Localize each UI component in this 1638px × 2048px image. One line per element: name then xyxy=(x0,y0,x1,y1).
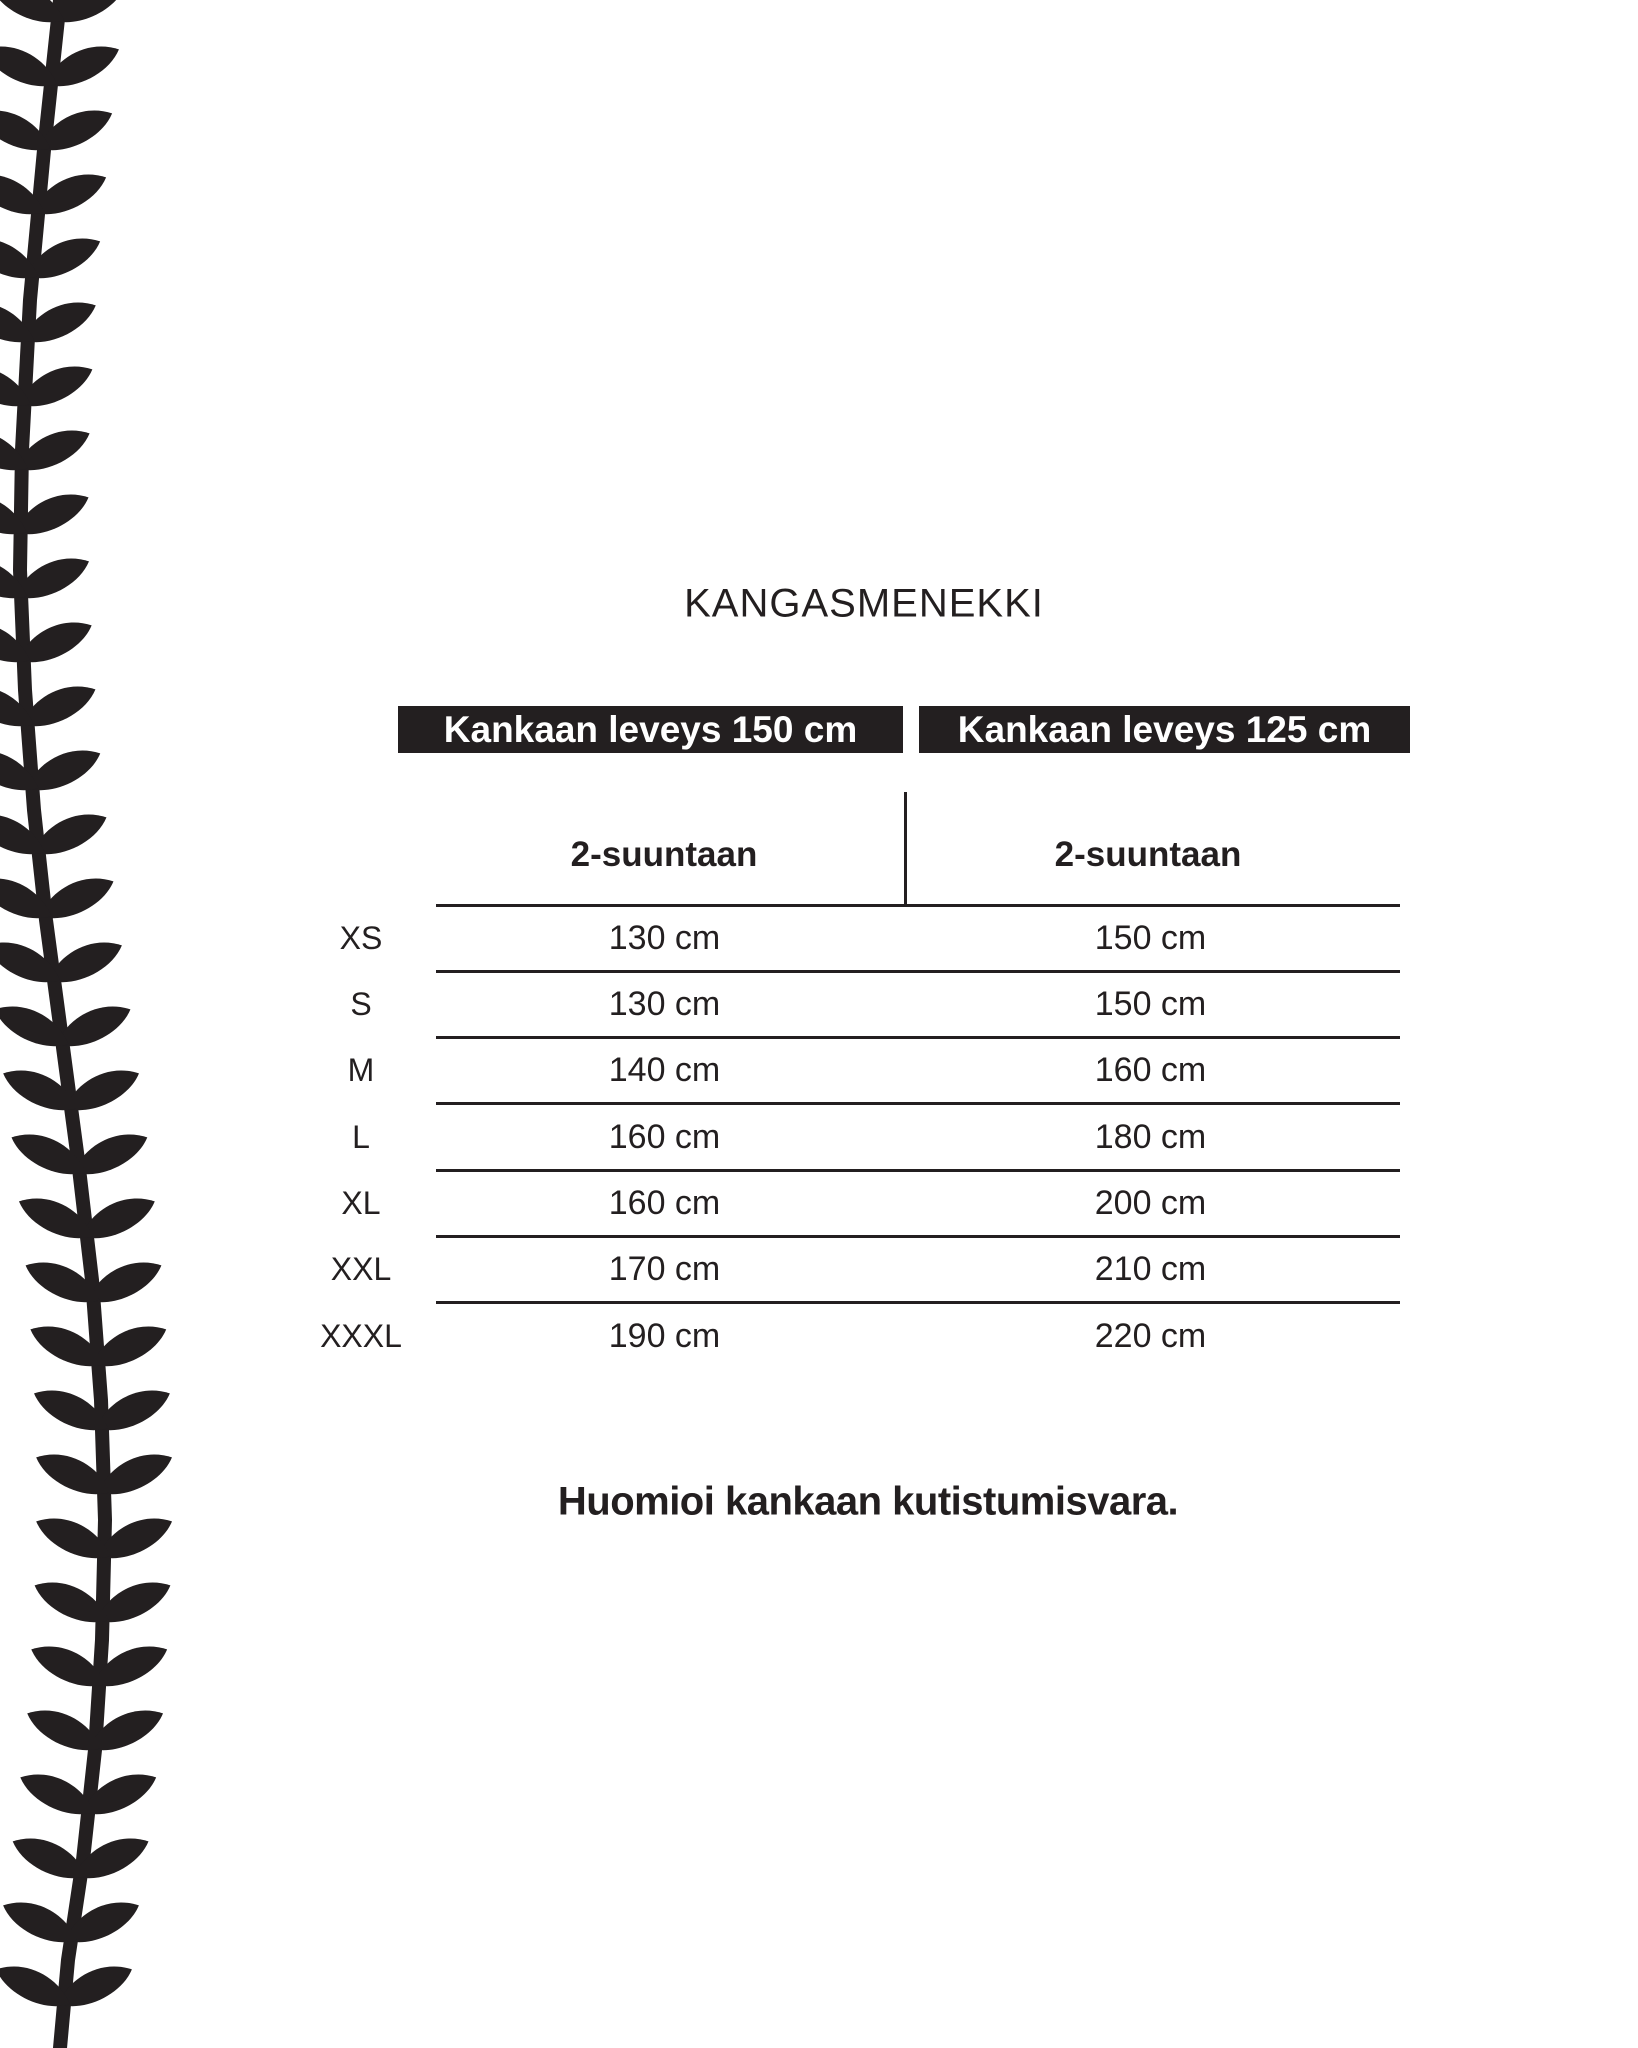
size-cell: S xyxy=(350,985,372,1022)
value-cell-150: 190 cm xyxy=(608,1316,721,1355)
table-row xyxy=(300,1104,1410,1170)
subheader-direction-125: 2-suuntaan xyxy=(1054,835,1242,874)
subheader-direction-150: 2-suuntaan xyxy=(570,835,758,874)
page-title: KANGASMENEKKI xyxy=(684,581,1044,626)
value-cell-125: 210 cm xyxy=(1094,1249,1207,1288)
value-cell-125: 150 cm xyxy=(1094,918,1207,957)
table-row xyxy=(300,1170,1410,1236)
value-cell-125: 160 cm xyxy=(1094,1050,1207,1089)
table-row xyxy=(300,1236,1410,1302)
column-divider-line xyxy=(904,792,907,907)
size-cell: XXL xyxy=(330,1250,392,1287)
leaf-vine-icon xyxy=(0,0,230,2048)
value-cell-125: 180 cm xyxy=(1094,1117,1207,1156)
size-cell: M xyxy=(347,1051,375,1088)
value-cell-150: 140 cm xyxy=(608,1050,721,1089)
size-cell: XL xyxy=(341,1184,381,1221)
value-cell-150: 160 cm xyxy=(608,1117,721,1156)
value-cell-150: 170 cm xyxy=(608,1249,721,1288)
shrinkage-note: Huomioi kankaan kutistumisvara. xyxy=(557,1479,1179,1524)
value-cell-150: 160 cm xyxy=(608,1183,721,1222)
size-cell: XXXL xyxy=(320,1317,402,1354)
table-row xyxy=(300,905,1410,971)
value-cell-150: 130 cm xyxy=(608,984,721,1023)
size-cell: L xyxy=(352,1118,370,1155)
value-cell-150: 130 cm xyxy=(608,918,721,957)
table-row xyxy=(300,1303,1410,1369)
value-cell-125: 220 cm xyxy=(1094,1316,1207,1355)
size-cell: XS xyxy=(339,919,383,956)
fabric-width-150-label: Kankaan leveys 150 cm xyxy=(443,708,858,750)
fabric-width-150-header xyxy=(398,706,903,753)
fabric-width-125-header xyxy=(919,706,1410,753)
table-row xyxy=(300,971,1410,1037)
value-cell-125: 200 cm xyxy=(1094,1183,1207,1222)
fabric-width-125-label: Kankaan leveys 125 cm xyxy=(957,708,1372,750)
value-cell-125: 150 cm xyxy=(1094,984,1207,1023)
table-row xyxy=(300,1037,1410,1103)
